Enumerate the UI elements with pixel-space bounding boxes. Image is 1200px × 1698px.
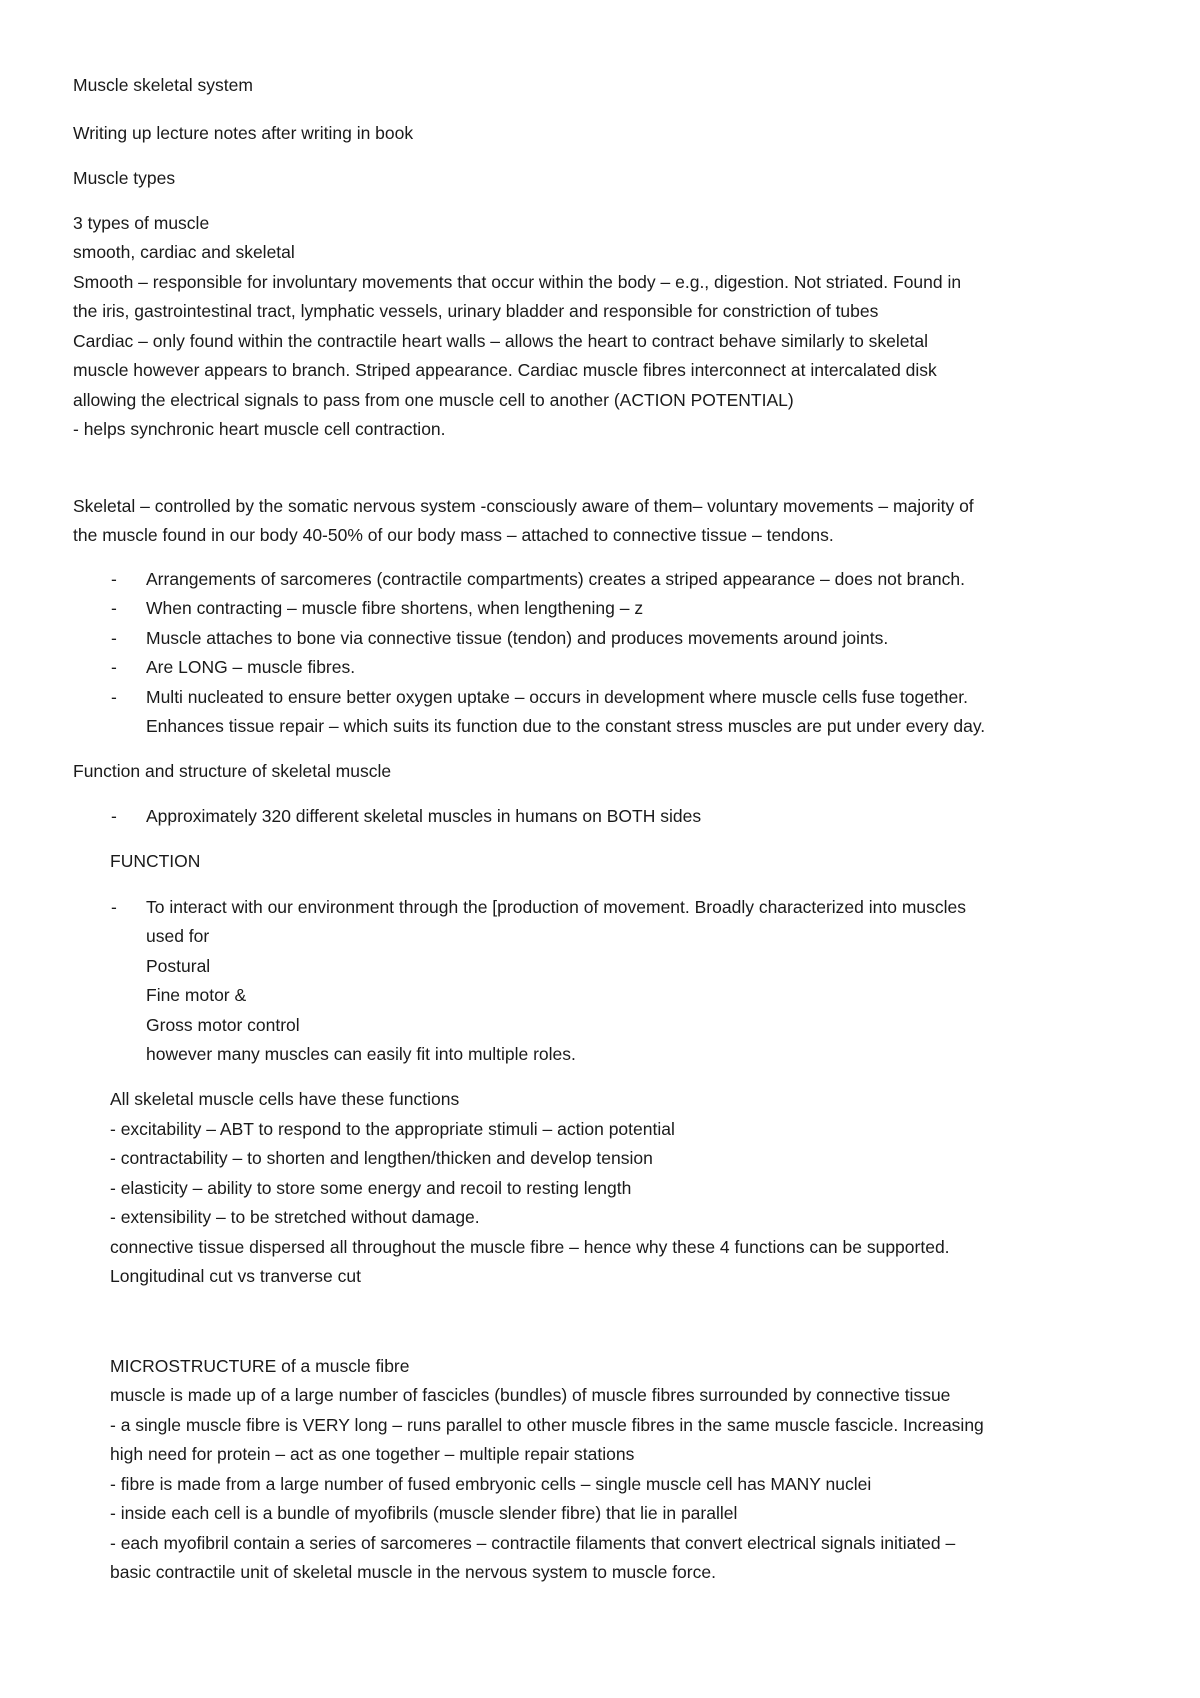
list-item-continuation: used for: [146, 926, 210, 946]
cardiac-description: allowing the electrical signals to pass from one muscle cell to another (ACTION POTENTIAL): [73, 390, 794, 410]
list-item-continuation: Fine motor &: [146, 985, 247, 1005]
bullet-marker: -: [111, 806, 117, 826]
text-line: Longitudinal cut vs tranverse cut: [110, 1266, 361, 1286]
bullet-marker: -: [111, 897, 117, 917]
list-item-continuation: Postural: [146, 956, 211, 976]
text-line: - each myofibril contain a series of sarcomeres – contractile filaments that convert electrical signals initiated –: [110, 1533, 956, 1553]
document-title: Muscle skeletal system: [73, 75, 253, 95]
section-heading-function-structure: Function and structure of skeletal muscle: [73, 761, 392, 781]
text-line: high need for protein – act as one together – multiple repair stations: [110, 1444, 635, 1464]
bullet-marker: -: [111, 569, 117, 589]
bullet-marker: -: [111, 687, 117, 707]
section-heading-microstructure: MICROSTRUCTURE of a muscle fibre: [110, 1356, 410, 1376]
text-line: - excitability – ABT to respond to the appropriate stimuli – action potential: [110, 1119, 675, 1139]
list-item: Arrangements of sarcomeres (contractile compartments) creates a striped appearance – does not branch.: [146, 569, 966, 589]
list-item-continuation: Enhances tissue repair – which suits its function due to the constant stress muscles are put under every day.: [146, 716, 986, 736]
text-line: - contractability – to shorten and lengthen/thicken and develop tension: [110, 1148, 653, 1168]
section-heading-all-functions: All skeletal muscle cells have these functions: [110, 1089, 460, 1109]
bullet-marker: -: [111, 598, 117, 618]
bullet-marker: -: [111, 628, 117, 648]
text-line: 3 types of muscle: [73, 213, 210, 233]
section-heading-muscle-types: Muscle types: [73, 168, 176, 188]
text-line: - extensibility – to be stretched without damage.: [110, 1207, 480, 1227]
text-line: - inside each cell is a bundle of myofibrils (muscle slender fibre) that lie in parallel: [110, 1503, 738, 1523]
skeletal-description: the muscle found in our body 40-50% of our body mass – attached to connective tissue – tendons.: [73, 525, 834, 545]
text-line: basic contractile unit of skeletal muscle in the nervous system to muscle force.: [110, 1562, 716, 1582]
list-item: Are LONG – muscle fibres.: [146, 657, 356, 677]
smooth-description: Smooth – responsible for involuntary movements that occur within the body – e.g., digestion. Not striated. Found in: [73, 272, 962, 292]
list-item: To interact with our environment through the [production of movement. Broadly characterized into muscles: [146, 897, 966, 917]
text-line: smooth, cardiac and skeletal: [73, 242, 295, 262]
bullet-marker: -: [111, 657, 117, 677]
cardiac-description: muscle however appears to branch. Striped appearance. Cardiac muscle fibres interconnect at intercalated disk: [73, 360, 937, 380]
list-item-continuation: Gross motor control: [146, 1015, 300, 1035]
text-line: - elasticity – ability to store some energy and recoil to resting length: [110, 1178, 632, 1198]
list-item: When contracting – muscle fibre shortens, when lengthening – z: [146, 598, 644, 618]
cardiac-description: Cardiac – only found within the contractile heart walls – allows the heart to contract behave similarly to skeletal: [73, 331, 929, 351]
list-item: Muscle attaches to bone via connective tissue (tendon) and produces movements around joints.: [146, 628, 889, 648]
text-line: muscle is made up of a large number of fascicles (bundles) of muscle fibres surrounded by connective tissue: [110, 1385, 951, 1405]
list-item-continuation: however many muscles can easily fit into multiple roles.: [146, 1044, 576, 1064]
list-item: Multi nucleated to ensure better oxygen uptake – occurs in development where muscle cells fuse together.: [146, 687, 968, 707]
text-line: - a single muscle fibre is VERY long – runs parallel to other muscle fibres in the same muscle fascicle. Increasing: [110, 1415, 984, 1435]
cardiac-description: - helps synchronic heart muscle cell contraction.: [73, 419, 446, 439]
function-label: FUNCTION: [110, 851, 201, 871]
list-item: Approximately 320 different skeletal muscles in humans on BOTH sides: [146, 806, 702, 826]
text-line: connective tissue dispersed all throughout the muscle fibre – hence why these 4 functions can be supported.: [110, 1237, 950, 1257]
skeletal-description: Skeletal – controlled by the somatic nervous system -consciously aware of them– voluntary movements – majority of: [73, 496, 974, 516]
smooth-description: the iris, gastrointestinal tract, lymphatic vessels, urinary bladder and responsible for constriction of tubes: [73, 301, 879, 321]
text-line: - fibre is made from a large number of fused embryonic cells – single muscle cell has MANY nuclei: [110, 1474, 872, 1494]
intro-text: Writing up lecture notes after writing in book: [73, 123, 414, 143]
